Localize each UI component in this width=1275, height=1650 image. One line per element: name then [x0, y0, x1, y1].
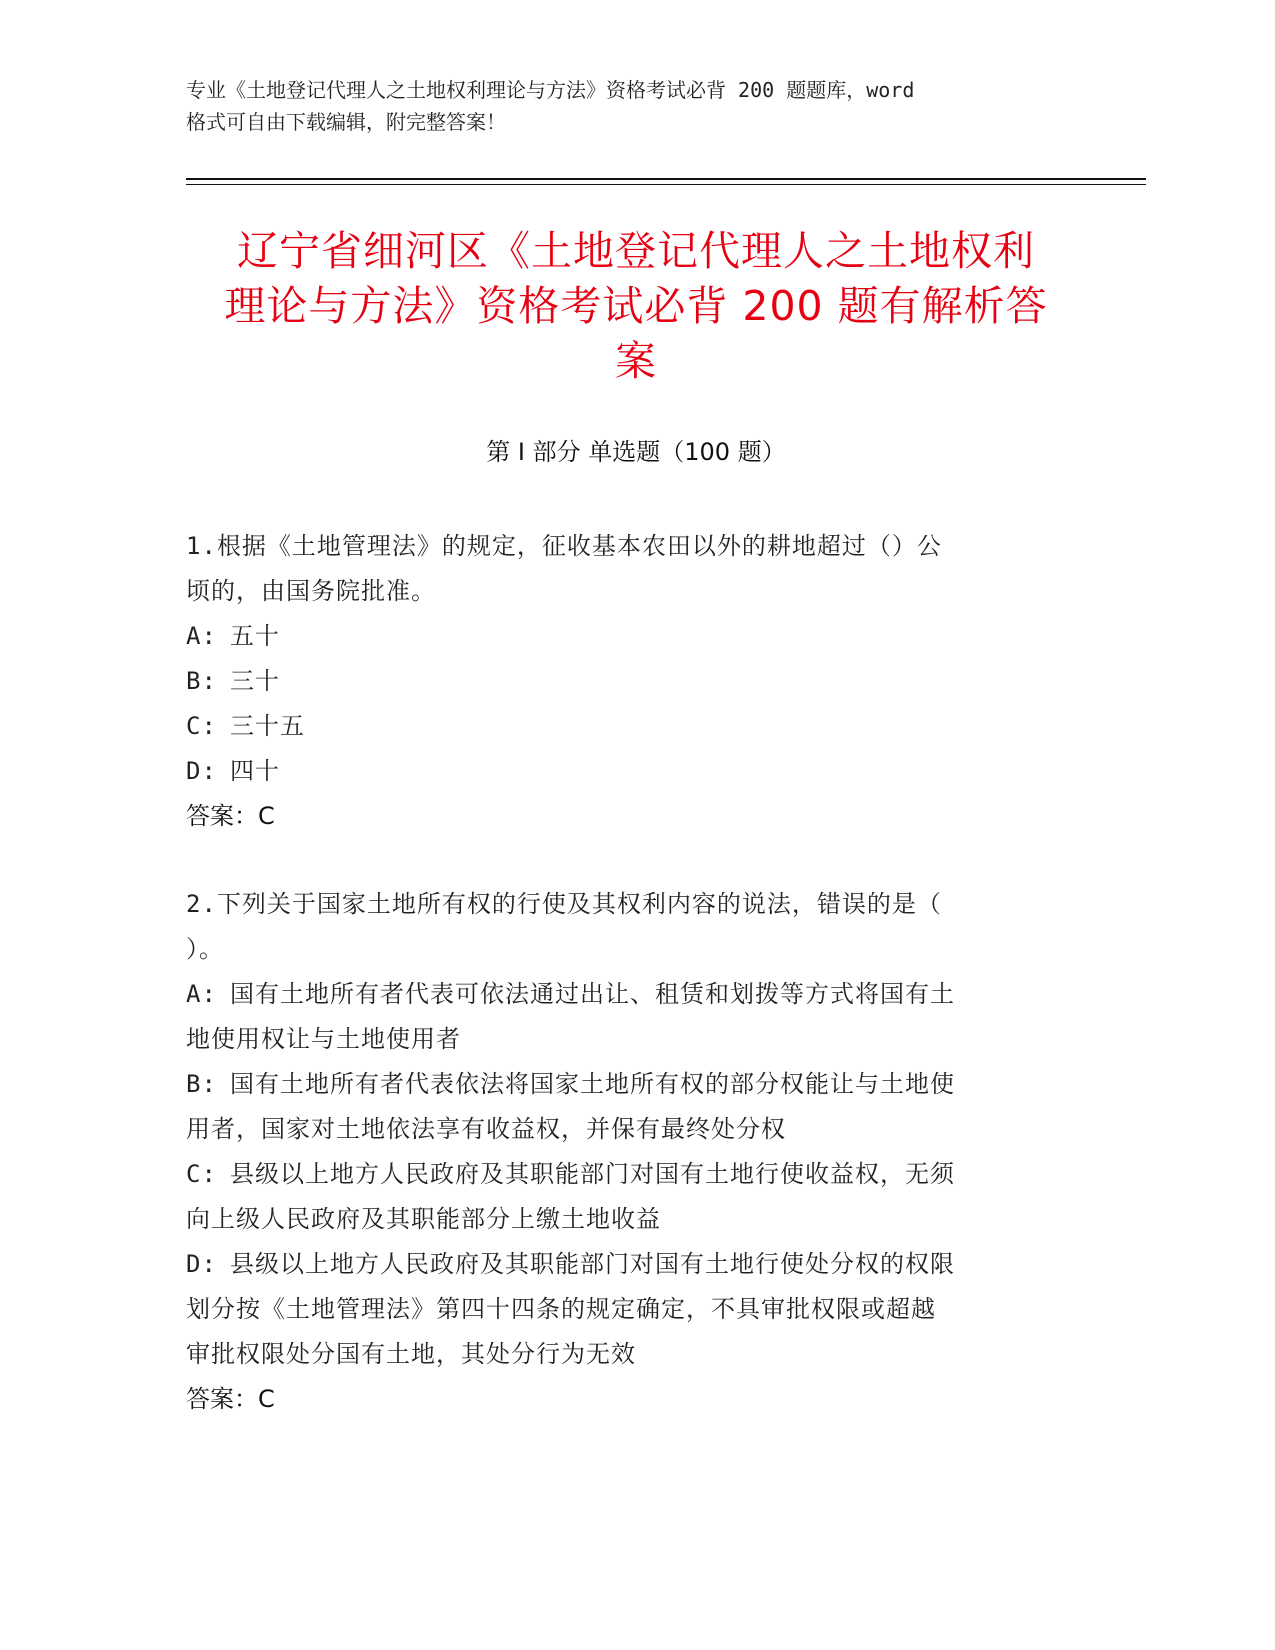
header-line-1: 专业《土地登记代理人之土地权利理论与方法》资格考试必背 200 题题库，word	[186, 78, 915, 102]
document-header	[186, 74, 1086, 138]
option-key: B:	[186, 1070, 217, 1098]
option-key: C:	[186, 1160, 217, 1188]
document-title	[186, 224, 1086, 389]
option-text: 用者，国家对土地依法享有收益权，并保有最终处分权	[186, 1115, 786, 1143]
section-title: 第 I 部分 单选题（100 题）	[486, 438, 786, 466]
option-text: 四十	[230, 757, 280, 785]
option-key: C:	[186, 712, 217, 740]
option-c	[186, 704, 1066, 749]
title-line-1: 辽宁省细河区《土地登记代理人之土地权利	[237, 227, 1035, 275]
option-d	[186, 1242, 1066, 1377]
answer: 答案：C	[186, 1385, 275, 1413]
question-2	[186, 882, 1066, 1422]
title-line-2: 理论与方法》资格考试必背 200 题有解析答	[224, 282, 1048, 330]
answer: 答案：C	[186, 802, 275, 830]
option-text: 国有土地所有者代表依法将国家土地所有权的部分权能让与土地使	[230, 1070, 955, 1098]
question-stem	[186, 524, 1066, 614]
option-text: 五十	[230, 622, 280, 650]
option-key: D:	[186, 757, 217, 785]
option-key: D:	[186, 1250, 217, 1278]
header-line-2: 格式可自由下载编辑，附完整答案！	[186, 110, 506, 134]
option-text: 县级以上地方人民政府及其职能部门对国有土地行使处分权的权限	[230, 1250, 955, 1278]
option-text: 审批权限处分国有土地，其处分行为无效	[186, 1340, 636, 1368]
option-text: 向上级人民政府及其职能部分上缴土地收益	[186, 1205, 661, 1233]
option-b	[186, 1062, 1066, 1152]
question-stem-line: 顷的，由国务院批准。	[186, 577, 436, 605]
option-text: 三十五	[230, 712, 305, 740]
option-text: 国有土地所有者代表可依法通过出让、租赁和划拨等方式将国有土	[230, 980, 955, 1008]
title-line-3: 案	[615, 337, 657, 385]
question-stem	[186, 882, 1066, 972]
option-text: 县级以上地方人民政府及其职能部门对国有土地行使收益权，无须	[230, 1160, 955, 1188]
option-key: A:	[186, 980, 217, 1008]
header-divider-thick	[186, 178, 1146, 180]
question-stem-line: ）。	[186, 935, 224, 963]
option-key: A:	[186, 622, 217, 650]
option-text: 三十	[230, 667, 280, 695]
option-a	[186, 614, 1066, 659]
header-divider-thin	[186, 184, 1146, 185]
option-a	[186, 972, 1066, 1062]
question-stem-line: 2.下列关于国家土地所有权的行使及其权利内容的说法，错误的是（	[186, 890, 942, 918]
option-key: B:	[186, 667, 217, 695]
option-text: 划分按《土地管理法》第四十四条的规定确定，不具审批权限或超越	[186, 1295, 936, 1323]
option-c	[186, 1152, 1066, 1242]
option-b	[186, 659, 1066, 704]
option-d	[186, 749, 1066, 794]
option-text: 地使用权让与土地使用者	[186, 1025, 461, 1053]
question-stem-line: 1.根据《土地管理法》的规定，征收基本农田以外的耕地超过（）公	[186, 532, 942, 560]
question-1	[186, 524, 1066, 839]
